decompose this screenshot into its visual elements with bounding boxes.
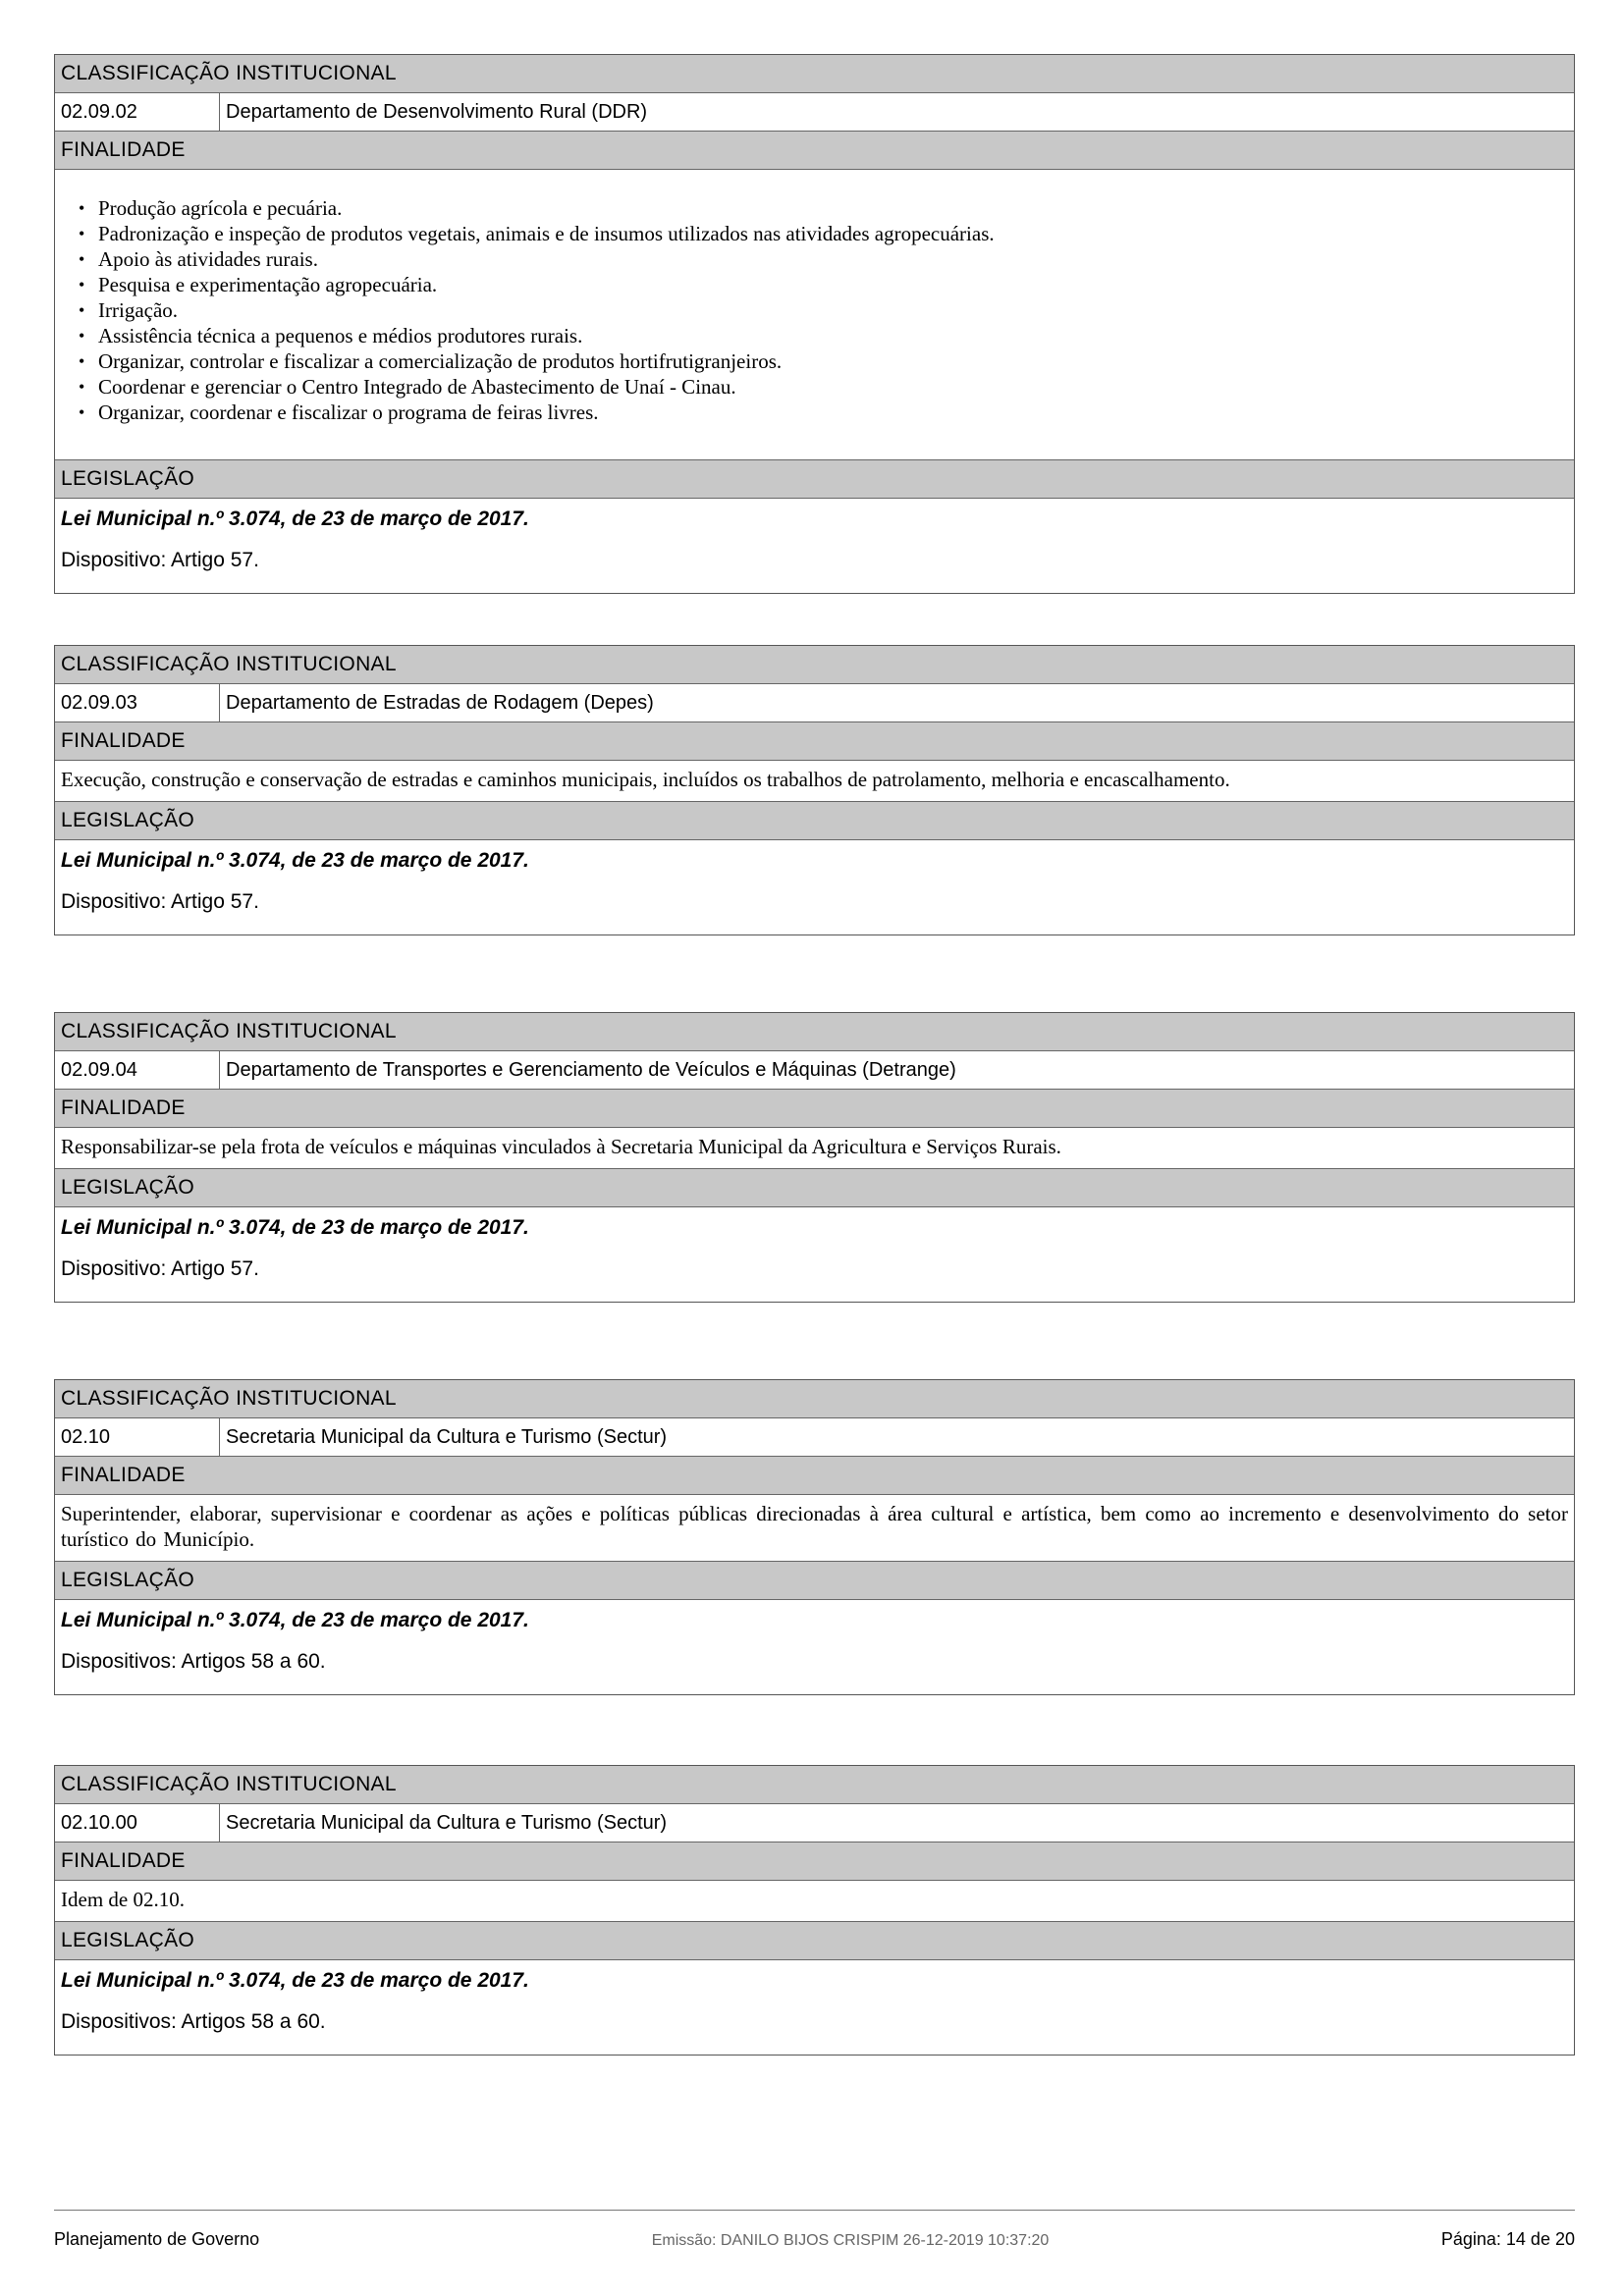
law-reference: Lei Municipal n.º 3.074, de 23 de março de 2017. bbox=[61, 1969, 529, 1992]
classification-block bbox=[54, 1012, 1575, 1303]
block-header: CLASSIFICAÇÃO INSTITUCIONAL bbox=[55, 1380, 1574, 1418]
finalidade-header: FINALIDADE bbox=[55, 132, 1574, 170]
classification-code: 02.09.04 bbox=[55, 1051, 220, 1089]
finalidade-content: Idem de 02.10. bbox=[55, 1881, 1574, 1922]
classification-name: Departamento de Transportes e Gerenciamento de Veículos e Máquinas (Detrange) bbox=[226, 1058, 956, 1081]
page-footer bbox=[54, 2210, 1575, 2250]
list-item: • Coordenar e gerenciar o Centro Integrado de Abastecimento de Unaí - Cinau. bbox=[98, 374, 1568, 400]
dispositivo-text: Dispositivo: Artigo 57. bbox=[61, 549, 259, 571]
finalidade-content: Execução, construção e conservação de estradas e caminhos municipais, incluídos os trabalhos de patrolamento, melhoria e encascalhamento. bbox=[55, 761, 1574, 802]
dispositivo-text: Dispositivos: Artigos 58 a 60. bbox=[61, 1650, 326, 1673]
block-header: CLASSIFICAÇÃO INSTITUCIONAL bbox=[55, 1766, 1574, 1804]
list-item: • Produção agrícola e pecuária. bbox=[98, 195, 1568, 221]
finalidade-header: FINALIDADE bbox=[55, 1842, 1574, 1881]
id-row bbox=[55, 1418, 1574, 1457]
law-reference: Lei Municipal n.º 3.074, de 23 de março de 2017. bbox=[61, 849, 529, 872]
classification-name: Departamento de Estradas de Rodagem (Depes) bbox=[226, 691, 654, 714]
law-reference: Lei Municipal n.º 3.074, de 23 de março de 2017. bbox=[61, 1216, 529, 1239]
legislacao-content bbox=[55, 1207, 1574, 1302]
classification-block bbox=[54, 1765, 1575, 2056]
legislacao-content bbox=[55, 1600, 1574, 1694]
footer-emission-text: Emissão: DANILO BIJOS CRISPIM 26-12-2019 10:37:20 bbox=[651, 2232, 1050, 2249]
legislacao-content bbox=[55, 840, 1574, 934]
classification-block bbox=[54, 1379, 1575, 1695]
finalidade-header: FINALIDADE bbox=[55, 1457, 1574, 1495]
id-row bbox=[55, 684, 1574, 722]
classification-block bbox=[54, 54, 1575, 594]
classification-block bbox=[54, 645, 1575, 935]
classification-name: Secretaria Municipal da Cultura e Turismo (Sectur) bbox=[226, 1811, 668, 1834]
list-item: • Apoio às atividades rurais. bbox=[98, 246, 1568, 272]
list-item: • Organizar, controlar e fiscalizar a comercialização de produtos hortifrutigranjeiros. bbox=[98, 348, 1568, 374]
legislacao-content bbox=[55, 1960, 1574, 2055]
classification-code: 02.10 bbox=[55, 1418, 220, 1456]
finalidade-content: Superintender, elaborar, supervisionar e coordenar as ações e políticas públicas direcionadas à área cultural e artística, bem como ao incremento e desenvolvimento do setor turístico do Município. bbox=[55, 1495, 1574, 1562]
id-row bbox=[55, 1804, 1574, 1842]
classification-code: 02.10.00 bbox=[55, 1804, 220, 1842]
dispositivo-text: Dispositivo: Artigo 57. bbox=[61, 890, 259, 913]
block-header: CLASSIFICAÇÃO INSTITUCIONAL bbox=[55, 646, 1574, 684]
legislacao-header: LEGISLAÇÃO bbox=[55, 1169, 1574, 1207]
classification-code: 02.09.03 bbox=[55, 684, 220, 721]
finalidade-header: FINALIDADE bbox=[55, 722, 1574, 761]
list-item: • Assistência técnica a pequenos e médios produtores rurais. bbox=[98, 323, 1568, 348]
list-item: • Organizar, coordenar e fiscalizar o programa de feiras livres. bbox=[98, 400, 1568, 425]
law-reference: Lei Municipal n.º 3.074, de 23 de março de 2017. bbox=[61, 507, 529, 530]
id-row bbox=[55, 1051, 1574, 1090]
list-item: • Pesquisa e experimentação agropecuária. bbox=[98, 272, 1568, 297]
finalidade-list bbox=[61, 195, 1568, 425]
page-number: Página: 14 de 20 bbox=[1440, 2229, 1575, 2249]
classification-name: Departamento de Desenvolvimento Rural (DDR) bbox=[226, 100, 648, 123]
finalidade-header: FINALIDADE bbox=[55, 1090, 1574, 1128]
legislacao-header: LEGISLAÇÃO bbox=[55, 1922, 1574, 1960]
dispositivo-text: Dispositivos: Artigos 58 a 60. bbox=[61, 2010, 326, 2033]
classification-name: Secretaria Municipal da Cultura e Turismo (Sectur) bbox=[226, 1425, 668, 1448]
law-reference: Lei Municipal n.º 3.074, de 23 de março de 2017. bbox=[61, 1609, 529, 1631]
footer-left-text: Planejamento de Governo bbox=[54, 2229, 260, 2249]
classification-code: 02.09.02 bbox=[55, 93, 220, 131]
list-item: • Padronização e inspeção de produtos vegetais, animais e de insumos utilizados nas atividades agropecuárias. bbox=[98, 221, 1568, 246]
finalidade-content bbox=[55, 195, 1574, 460]
block-header: CLASSIFICAÇÃO INSTITUCIONAL bbox=[55, 1013, 1574, 1051]
list-item: • Irrigação. bbox=[98, 297, 1568, 323]
block-header: CLASSIFICAÇÃO INSTITUCIONAL bbox=[55, 55, 1574, 93]
finalidade-content: Responsabilizar-se pela frota de veículos e máquinas vinculados à Secretaria Municipal da Agricultura e Serviços Rurais. bbox=[55, 1128, 1574, 1169]
legislacao-content bbox=[55, 499, 1574, 593]
legislacao-header: LEGISLAÇÃO bbox=[55, 460, 1574, 499]
legislacao-header: LEGISLAÇÃO bbox=[55, 802, 1574, 840]
legislacao-header: LEGISLAÇÃO bbox=[55, 1562, 1574, 1600]
id-row bbox=[55, 93, 1574, 132]
dispositivo-text: Dispositivo: Artigo 57. bbox=[61, 1257, 259, 1280]
